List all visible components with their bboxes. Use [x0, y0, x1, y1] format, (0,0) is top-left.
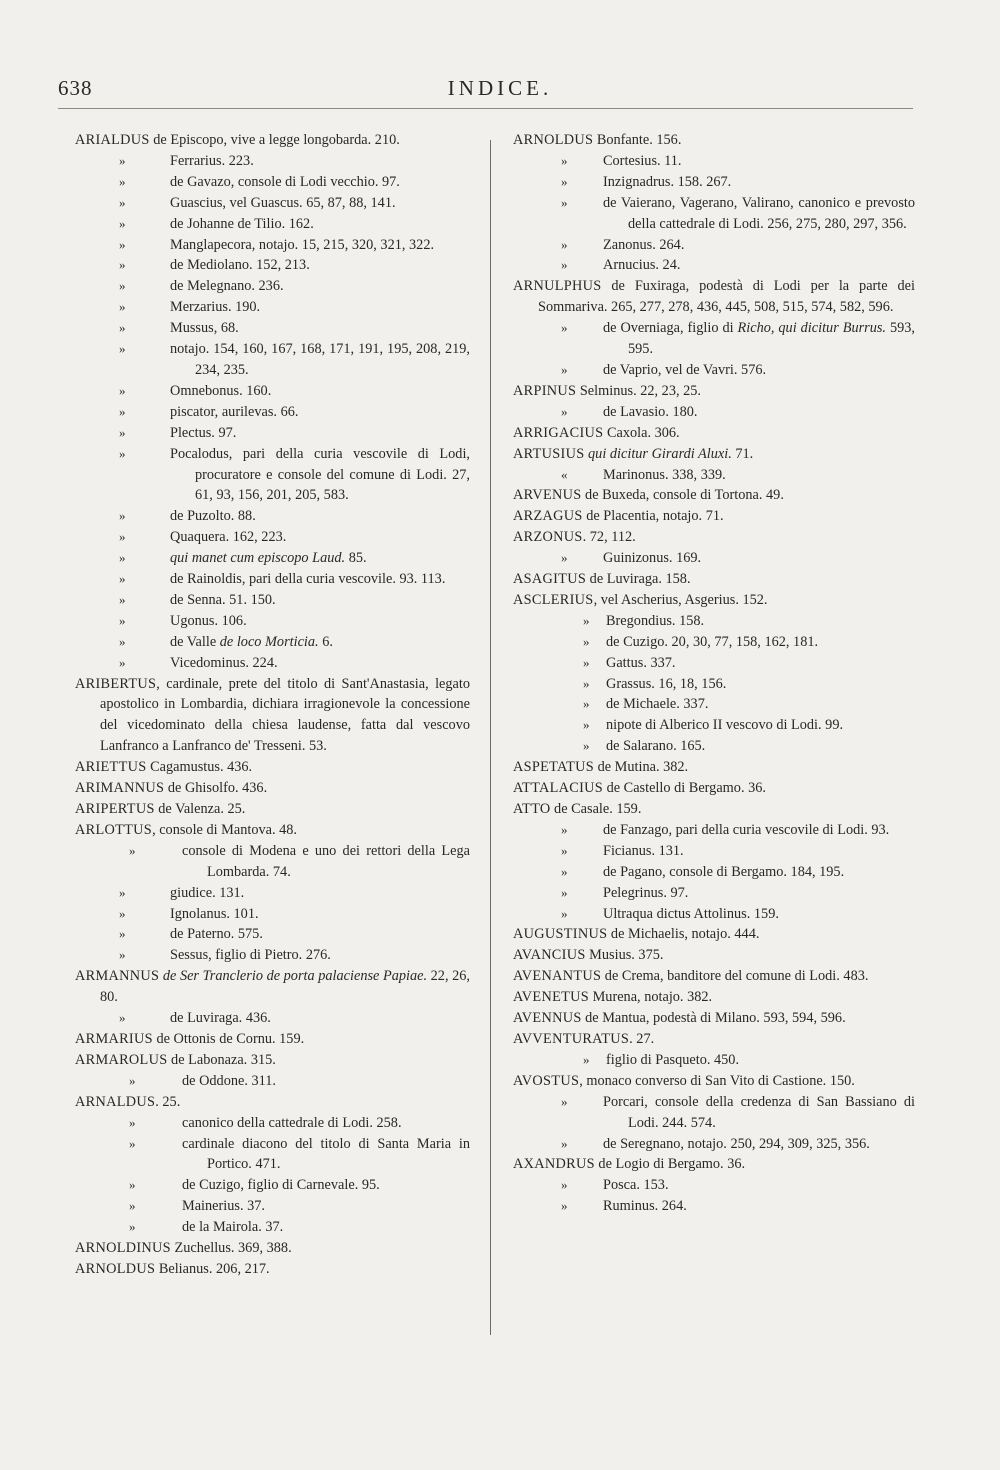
entry-text: Ficianus. 131. — [603, 842, 684, 859]
entry-text: Selminus. 22, 23, 25. — [576, 382, 701, 399]
entry-name: ARMANNUS — [75, 968, 160, 985]
entry-text: de Paterno. 575. — [170, 926, 263, 943]
index-entry — [75, 1050, 470, 1071]
index-entry — [75, 820, 470, 841]
entry-text: de Mediolano. 152, 213. — [170, 257, 310, 274]
entry-text: de la Mairola. 37. — [182, 1219, 284, 1236]
entry-text: . 72, 112. — [582, 529, 636, 546]
entry-text: de Buxeda, console di Tortona. 49. — [581, 487, 784, 504]
entry-name: ARIETTUS — [75, 759, 147, 776]
entry-text: de Pagano, console di Bergamo. 184, 195. — [603, 863, 845, 880]
entry-name: AVENNUS — [513, 1010, 582, 1027]
running-head: INDICE. — [447, 76, 553, 100]
entry-name: ARNALDUS — [75, 1093, 156, 1110]
index-subentry — [75, 276, 470, 297]
index-entry — [513, 444, 915, 465]
index-entry — [513, 924, 915, 945]
entry-text: Ultraqua dictus Attolinus. 159. — [603, 905, 779, 922]
entry-text: de Rainoldis, pari della curia vescovile. 93. 113. — [170, 571, 446, 588]
index-entry — [75, 966, 470, 1008]
ditto-mark: » — [119, 194, 126, 210]
entry-text: 22, 26, 80. — [100, 968, 471, 1006]
entry-text: de Castello di Bergamo. 36. — [603, 780, 766, 797]
ditto-mark: » — [119, 947, 126, 963]
index-subentry — [513, 841, 915, 862]
entry-text: de Johanne de Tilio. 162. — [170, 215, 314, 232]
entry-name: AVANCIUS — [513, 947, 586, 964]
index-entry — [75, 757, 470, 778]
entry-text: Mainerius. 37. — [182, 1198, 265, 1215]
column-divider — [490, 140, 491, 1335]
ditto-mark: » — [119, 612, 126, 628]
entry-text: 593, 595. — [628, 320, 915, 358]
index-subentry — [75, 841, 470, 883]
ditto-mark: » — [119, 424, 126, 440]
index-subentry — [75, 945, 470, 966]
index-entry — [75, 778, 470, 799]
entry-name: ARMAROLUS — [75, 1051, 168, 1068]
entry-name: ARZONUS — [513, 529, 583, 546]
entry-text: Belianus. 206, 217. — [155, 1260, 270, 1277]
index-subentry — [513, 193, 915, 235]
index-entry — [513, 130, 915, 151]
ditto-mark: » — [583, 654, 590, 670]
index-subentry — [75, 151, 470, 172]
ditto-mark: » — [561, 320, 568, 336]
index-subentry — [75, 1134, 470, 1176]
entry-name: ASAGITUS — [513, 571, 587, 588]
ditto-mark: » — [561, 905, 568, 921]
index-entry — [513, 381, 915, 402]
entry-text: Bonfante. 156. — [593, 132, 682, 148]
index-subentry — [513, 820, 915, 841]
entry-text: Omnebonus. 160. — [170, 382, 272, 399]
index-subentry — [75, 569, 470, 590]
entry-name: ATTO — [513, 801, 551, 817]
entry-name: ARMARIUS — [75, 1030, 153, 1047]
index-subentry — [75, 1217, 470, 1238]
entry-text: Arnucius. 24. — [603, 257, 681, 274]
ditto-mark: » — [119, 1010, 126, 1026]
index-subentry — [513, 1175, 915, 1196]
ditto-mark: » — [119, 382, 126, 398]
index-entry — [75, 799, 470, 820]
ditto-mark: » — [119, 654, 126, 670]
index-subentry — [75, 402, 470, 423]
ditto-mark: » — [119, 633, 126, 649]
entry-text: Mussus, 68. — [170, 320, 239, 337]
entry-text: qui dicitur Girardi Aluxi. — [588, 445, 732, 462]
entry-text: . 25. — [155, 1093, 181, 1110]
entry-text: Ignolanus. 101. — [170, 905, 259, 922]
entry-text: Ferrarius. 223. — [170, 152, 254, 169]
index-subentry — [75, 653, 470, 674]
entry-name: ASPETATUS — [513, 759, 594, 776]
index-subentry — [75, 590, 470, 611]
index-subentry — [75, 297, 470, 318]
ditto-mark: » — [119, 152, 126, 168]
ditto-mark: » — [561, 236, 568, 252]
entry-text: de Vaierano, Vagerano, Valirano, canonico e prevosto della cattedrale di Lodi. 256, 275, 280, 297, 356. — [603, 194, 915, 232]
index-subentry — [513, 548, 915, 569]
entry-name: ARLOTTUS — [75, 821, 153, 838]
index-subentry — [513, 151, 915, 172]
ditto-mark: » — [561, 550, 568, 566]
index-entry — [513, 485, 915, 506]
ditto-mark: » — [583, 675, 590, 691]
entry-name: AVOSTUS — [513, 1072, 580, 1089]
entry-name: AVENETUS — [513, 989, 590, 1006]
entry-text: de Melegnano. 236. — [170, 278, 284, 295]
entry-text: Cagamustus. 436. — [146, 759, 253, 776]
entry-text: Quaquera. 162, 223. — [170, 529, 287, 546]
entry-text: de Logio di Bergamo. 36. — [594, 1156, 746, 1173]
ditto-mark: » — [129, 1177, 136, 1193]
entry-text: de Salarano. 165. — [606, 738, 706, 755]
entry-text: canonico della cattedrale di Lodi. 258. — [182, 1114, 402, 1131]
entry-text: de Episcopo, vive a legge longobarda. 210. — [149, 132, 400, 148]
entry-name: ARNOLDINUS — [75, 1240, 171, 1257]
ditto-mark: » — [583, 612, 590, 628]
index-entry — [513, 423, 915, 444]
ditto-mark: » — [129, 1114, 136, 1130]
ditto-mark: » — [119, 884, 126, 900]
entry-text: de Luviraga. 436. — [170, 1010, 271, 1027]
entry-name: ATTALACIUS — [513, 780, 604, 797]
entry-name: ARPINUS — [513, 382, 577, 399]
entry-text: Pocalodus, pari della curia vescovile di Lodi, procuratore e console del comune di Lodi. 27, 61, 93, 156, 201, 205, 583. — [170, 445, 470, 504]
index-entry — [513, 1029, 915, 1050]
entry-text: de Mutina. 382. — [594, 759, 689, 776]
entry-text: de Fuxiraga, podestà di Lodi per la parte dei Sommariva. 265, 277, 278, 436, 445, 508, 515, 574, 582, 596. — [538, 278, 915, 316]
entry-text: , console di Mantova. 48. — [152, 821, 297, 838]
index-entry — [513, 987, 915, 1008]
entry-text: de Michaele. 337. — [606, 696, 709, 713]
ditto-mark: » — [119, 403, 126, 419]
ditto-mark: » — [129, 842, 136, 858]
index-subentry — [513, 694, 915, 715]
index-entry — [513, 778, 915, 799]
entry-text: 71. — [731, 445, 754, 462]
entry-text: de Cuzigo, figlio di Carnevale. 95. — [182, 1177, 380, 1194]
entry-text: de Luviraga. 158. — [586, 571, 691, 588]
entry-text: Manglapecora, notajo. 15, 215, 320, 321, 322. — [170, 236, 435, 253]
index-entry — [75, 1092, 470, 1113]
entry-text: Gattus. 337. — [606, 654, 676, 671]
index-entry — [513, 506, 915, 527]
entry-text: de Valle — [170, 633, 220, 650]
index-subentry — [513, 862, 915, 883]
entry-text: notajo. 154, 160, 167, 168, 171, 191, 195, 208, 219, 234, 235. — [170, 341, 470, 378]
entry-text: Guinizonus. 169. — [603, 550, 702, 567]
ditto-mark: » — [129, 1198, 136, 1214]
index-subentry — [513, 632, 915, 653]
entry-text: de Gavazo, console di Lodi vecchio. 97. — [170, 173, 400, 190]
entry-name: ARZAGUS — [513, 508, 583, 525]
ditto-mark: » — [583, 717, 590, 733]
ditto-mark: » — [561, 1198, 568, 1214]
entry-text: Zanonus. 264. — [603, 236, 685, 253]
index-subentry — [513, 318, 915, 360]
ditto-mark: » — [129, 1072, 136, 1088]
ditto-mark: » — [583, 738, 590, 754]
entry-text: Bregondius. 158. — [606, 612, 705, 629]
entry-text: de Valenza. 25. — [154, 801, 246, 817]
index-subentry — [513, 715, 915, 736]
entry-text: de loco Morticia. — [219, 633, 319, 650]
index-subentry — [513, 736, 915, 757]
index-subentry — [75, 904, 470, 925]
entry-text: de Michaelis, notajo. 444. — [607, 926, 760, 943]
entry-text: de Casale. 159. — [550, 801, 642, 817]
entry-name: ARRIGACIUS — [513, 424, 604, 441]
entry-name: AVENANTUS — [513, 968, 602, 985]
index-subentry — [513, 172, 915, 193]
index-subentry — [75, 318, 470, 339]
entry-text: de Senna. 51. 150. — [170, 591, 276, 608]
entry-text: de Labonaza. 315. — [167, 1051, 276, 1068]
entry-text: Cortesius. 11. — [603, 152, 682, 169]
index-subentry — [513, 1092, 915, 1134]
entry-text: Posca. 153. — [603, 1177, 669, 1194]
index-subentry — [75, 632, 470, 653]
entry-text: de Ser Tranclerio de porta palaciense Papiae. — [162, 968, 428, 985]
index-subentry — [75, 235, 470, 256]
index-subentry — [513, 255, 915, 276]
entry-text: de Ottonis de Cornu. 159. — [152, 1030, 305, 1047]
index-subentry — [75, 214, 470, 235]
ditto-mark: » — [561, 403, 568, 419]
ditto-mark: » — [119, 173, 126, 189]
ditto-mark: » — [583, 1051, 590, 1067]
index-subentry — [75, 1071, 470, 1092]
ditto-mark: » — [119, 905, 126, 921]
entry-text: de Vaprio, vel de Vavri. 576. — [603, 361, 767, 378]
entry-text: de Mantua, podestà di Milano. 593, 594, 596. — [581, 1010, 846, 1027]
header-rule — [58, 108, 913, 109]
entry-text: de Oddone. 311. — [182, 1072, 276, 1089]
entry-text: Marinonus. 338, 339. — [603, 466, 726, 483]
index-subentry — [75, 527, 470, 548]
entry-text: Caxola. 306. — [603, 424, 680, 441]
index-subentry — [513, 1196, 915, 1217]
page-number: 638 — [58, 76, 93, 100]
index-entry — [513, 590, 915, 611]
ditto-mark: » — [119, 445, 126, 461]
index-entry — [75, 130, 470, 151]
entry-name: AVVENTURATUS — [513, 1030, 630, 1047]
ditto-mark: » — [561, 1135, 568, 1151]
index-subentry — [75, 339, 470, 381]
entry-name: ARIBERTUS — [75, 675, 157, 692]
ditto-mark: » — [129, 1219, 136, 1235]
ditto-mark: » — [119, 591, 126, 607]
entry-text: giudice. 131. — [170, 884, 245, 901]
entry-name: AUGUSTINUS — [513, 926, 608, 943]
entry-text: , vel Ascherius, Asgerius. 152. — [593, 591, 768, 608]
ditto-mark: » — [561, 842, 568, 858]
ditto-mark: » — [119, 236, 126, 252]
ditto-mark: » — [561, 821, 568, 837]
entry-text: 85. — [345, 550, 367, 567]
entry-name: AXANDRUS — [513, 1156, 595, 1173]
ditto-mark: » — [119, 215, 126, 231]
index-entry — [513, 527, 915, 548]
entry-text: piscator, aurilevas. 66. — [170, 403, 299, 420]
ditto-mark: » — [561, 884, 568, 900]
index-subentry — [75, 255, 470, 276]
entry-text: Vicedominus. 224. — [170, 654, 278, 671]
entry-text: Guascius, vel Guascus. 65, 87, 88, 141. — [170, 194, 396, 211]
entry-text: 6. — [318, 633, 333, 650]
index-entry — [75, 1259, 470, 1280]
entry-text: figlio di Pasqueto. 450. — [606, 1051, 740, 1068]
index-subentry — [75, 381, 470, 402]
ditto-mark: « — [561, 466, 568, 482]
index-subentry — [513, 360, 915, 381]
entry-text: console di Modena e uno dei rettori della Lega Lombarda. 74. — [182, 842, 470, 880]
entry-text: de Fanzago, pari della curia vescovile di Lodi. 93. — [603, 821, 890, 838]
index-entry — [75, 674, 470, 758]
index-subentry — [75, 193, 470, 214]
entry-text: Pelegrinus. 97. — [603, 884, 689, 901]
entry-text: nipote di Alberico II vescovo di Lodi. 99. — [606, 717, 844, 734]
index-entry — [513, 757, 915, 778]
entry-text: Zuchellus. 369, 388. — [170, 1240, 292, 1257]
entry-text: . 27. — [629, 1030, 655, 1047]
entry-text: Grassus. 16, 18, 156. — [606, 675, 727, 692]
entry-text: de Seregnano, notajo. 250, 294, 309, 325, 356. — [603, 1135, 870, 1152]
entry-text: , monaco converso di San Vito di Castione. 150. — [579, 1072, 855, 1089]
index-subentry — [75, 1113, 470, 1134]
index-subentry — [75, 883, 470, 904]
index-subentry — [75, 423, 470, 444]
ditto-mark: » — [119, 529, 126, 545]
ditto-mark: » — [119, 926, 126, 942]
ditto-mark: » — [119, 550, 126, 566]
entry-text: de Overniaga, figlio di — [603, 320, 738, 337]
index-entry — [75, 1238, 470, 1259]
index-column-right — [513, 130, 915, 1217]
index-subentry — [513, 402, 915, 423]
entry-name: ARTUSIUS — [513, 445, 585, 462]
index-subentry — [75, 548, 470, 569]
index-entry — [513, 799, 915, 820]
ditto-mark: » — [561, 173, 568, 189]
entry-name: ARIALDUS — [75, 132, 150, 148]
entry-name: ARIPERTUS — [75, 801, 155, 817]
ditto-mark: » — [119, 299, 126, 315]
index-entry — [513, 945, 915, 966]
index-entry — [513, 1071, 915, 1092]
entry-name: ASCLERIUS — [513, 591, 594, 608]
index-subentry — [513, 904, 915, 925]
entry-text: de Puzolto. 88. — [170, 508, 256, 525]
index-subentry — [513, 653, 915, 674]
entry-text: Musius. 375. — [585, 947, 664, 964]
entry-text: Inzignadrus. 158. 267. — [603, 173, 732, 190]
ditto-mark: » — [119, 257, 126, 273]
index-subentry — [513, 465, 915, 486]
index-subentry — [75, 1008, 470, 1029]
ditto-mark: » — [561, 361, 568, 377]
entry-text: Porcari, console della credenza di San Bassiano di Lodi. 244. 574. — [603, 1093, 915, 1131]
index-subentry — [513, 1134, 915, 1155]
ditto-mark: » — [119, 508, 126, 524]
entry-text: de Lavasio. 180. — [603, 403, 698, 420]
index-subentry — [75, 611, 470, 632]
entry-name: ARNOLDUS — [513, 132, 594, 148]
entry-text: de Crema, banditore del comune di Lodi. 483. — [601, 968, 869, 985]
ditto-mark: » — [119, 278, 126, 294]
index-subentry — [513, 1050, 915, 1071]
ditto-mark: » — [561, 1177, 568, 1193]
entry-text: Ugonus. 106. — [170, 612, 247, 629]
entry-name: ARIMANNUS — [75, 780, 165, 797]
index-subentry — [75, 924, 470, 945]
index-subentry — [513, 611, 915, 632]
index-subentry — [513, 674, 915, 695]
entry-text: qui manet cum episcopo Laud. — [170, 550, 346, 567]
index-entry — [513, 1008, 915, 1029]
index-subentry — [513, 235, 915, 256]
ditto-mark: » — [561, 863, 568, 879]
ditto-mark: » — [583, 696, 590, 712]
index-subentry — [513, 883, 915, 904]
entry-text: Sessus, figlio di Pietro. 276. — [170, 947, 331, 964]
entry-text: Murena, notajo. 382. — [589, 989, 713, 1006]
index-entry — [513, 1154, 915, 1175]
entry-text: de Cuzigo. 20, 30, 77, 158, 162, 181. — [606, 633, 819, 650]
entry-text: Merzarius. 190. — [170, 299, 261, 316]
entry-text: de Placentia, notajo. 71. — [582, 508, 724, 525]
index-column-left — [75, 130, 470, 1280]
ditto-mark: » — [119, 571, 126, 587]
index-entry — [513, 276, 915, 318]
ditto-mark: » — [129, 1135, 136, 1151]
ditto-mark: » — [119, 341, 126, 357]
ditto-mark: » — [561, 257, 568, 273]
index-subentry — [75, 444, 470, 507]
entry-name: ARNULPHUS — [513, 278, 602, 295]
ditto-mark: » — [561, 194, 568, 210]
index-subentry — [75, 506, 470, 527]
entry-name: ARNOLDUS — [75, 1260, 156, 1277]
entry-text: de Ghisolfo. 436. — [164, 780, 268, 797]
ditto-mark: » — [583, 633, 590, 649]
ditto-mark: » — [561, 152, 568, 168]
entry-name: ARVENUS — [513, 487, 582, 504]
entry-text: Richo, qui dicitur Burrus. — [737, 320, 887, 337]
entry-text: Plectus. 97. — [170, 424, 237, 441]
index-subentry — [75, 1175, 470, 1196]
ditto-mark: » — [561, 1093, 568, 1109]
index-subentry — [75, 1196, 470, 1217]
entry-text: Ruminus. 264. — [603, 1198, 687, 1215]
index-entry — [513, 966, 915, 987]
index-entry — [75, 1029, 470, 1050]
ditto-mark: » — [119, 320, 126, 336]
entry-text: , cardinale, prete del titolo di Sant'Anastasia, legato apostolico in Lombardia, dichiara irragionevole la concessione del vicedominato della chiesa laudense, fatta dal vescovo Lanfranco a Lanfranco de' Tresseni. 53. — [100, 675, 470, 755]
entry-text: cardinale diacono del titolo di Santa Maria in Portico. 471. — [182, 1135, 470, 1173]
index-entry — [513, 569, 915, 590]
index-subentry — [75, 172, 470, 193]
